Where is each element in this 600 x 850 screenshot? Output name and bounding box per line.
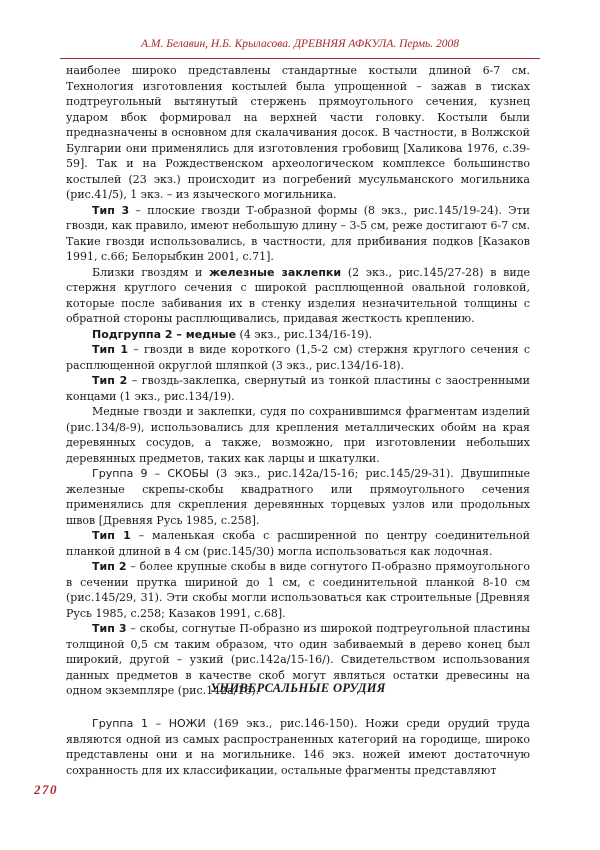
paragraph-5-lead: Тип 1 bbox=[92, 343, 129, 356]
paragraph-2-text: – плоские гвозди Т-образной формы (8 экз., рис.145/19-24). Эти гвозди, как правило, имеют небольшую длину – 3-5 см, реже достигают 6-7 см. Такие гвозди использовались, в частности, для прибивания подков [Казаков 1991, с.66; Белорыбкин 2001, с.71]. bbox=[66, 203, 531, 263]
paragraph-6-lead: Тип 2 bbox=[92, 374, 128, 387]
paragraph-10-lead: Тип 2 bbox=[92, 560, 127, 573]
section-heading: УНИВЕРСАЛЬНЫЕ ОРУДИЯ bbox=[210, 681, 386, 695]
paragraph-10-text: – более крупные скобы в виде согнутого П-образно прямоугольного в сечении прутка шириной до 1 см, с соединительной планкой 8-10 см (рис.145/29, 31). Эти скобы могли использоваться как строительные [Древняя Русь 1985, с.258; Казаков 1991, с.68]. bbox=[66, 560, 531, 620]
paragraph-12-lead: Группа 1 – НОЖИ bbox=[92, 717, 206, 730]
paragraph-2-lead: Тип 3 bbox=[92, 203, 130, 217]
paragraph-2 bbox=[66, 203, 530, 265]
paragraph-5 bbox=[66, 342, 530, 373]
paragraph-6 bbox=[66, 373, 530, 404]
paragraph-12-text: (169 экз., рис.146-150). Ножи среди орудий труда являются одной из самых распространенных категорий на городище, широко представлены они и на могильнике. 146 экз. ножей имеют достаточную сохранность для их классификации, остальные фрагменты представляют bbox=[66, 717, 530, 777]
paragraph-7: Медные гвозди и заклепки, судя по сохранившимся фрагментам изделий (рис.134/8-9), использовались для крепления металлических обойм на края деревянных сосудов, а также, возможно, при изготовлении небольших деревянных предметов, таких как ларцы и шкатулки. bbox=[66, 405, 530, 465]
paragraph-4-text: (4 экз., рис.134/16-19). bbox=[236, 327, 373, 341]
running-header: А.М. Белавин, Н.Б. Крыласова. ДРЕВНЯЯ АФКУЛА. Пермь. 2008 bbox=[140, 38, 460, 50]
paragraph-9 bbox=[66, 528, 530, 559]
paragraph-12 bbox=[66, 716, 530, 778]
paragraph-3-before: Близки гвоздям и bbox=[92, 265, 210, 279]
section-text bbox=[66, 716, 530, 778]
page-number: 270 bbox=[34, 782, 58, 797]
paragraph-6-text: – гвоздь-заклепка, свернутый из тонкой пластины с заостренными концами (1 экз., рис.134/19). bbox=[66, 374, 530, 403]
paragraph-8-text: (3 экз., рис.142а/15-16; рис.145/29-31). Двушипные железные скрепы-скобы квадратного или прямоугольного сечения применялись для скрепления деревянных торцевых узлов или продольных швов [Древняя Русь 1985, с.258]. bbox=[66, 467, 530, 527]
paragraph-5-text: – гвозди в виде короткого (1,5-2 см) стержня круглого сечения с расплющенной округлой шляпкой (3 экз., рис.134/16-18). bbox=[66, 343, 531, 372]
paragraph-8-lead: Группа 9 – СКОБЫ bbox=[92, 467, 209, 480]
paragraph-11-text: – скобы, согнутые П-образно из широкой подтреугольной пластины толщиной 0,5 см таким образом, что один забиваемый в дерево конец был широкий, другой – узкий (рис.142а/15-16/). Свидетельством использования данных предметов в качестве скоб могут являться остатки древесины на одном экземпляре (рис.142а/16). bbox=[66, 622, 530, 697]
paragraph-9-lead: Тип 1 bbox=[92, 529, 131, 542]
paragraph-3-term: железные заклепки bbox=[209, 265, 342, 279]
paragraph-1: наиболее широко представлены стандартные костыли длиной 6-7 см. Технология изготовления костылей была упрощенной – зажав в тисках подтреугольный вытянутый стержень прямоугольного сечения, кузнец ударом вбок формировал на верхней части головку. Костыли были предназначены в основном для скалачивания досок. В частности, в Волжской Булгарии они применялись для изготовления гробовищ [Халикова 1976, с.39-59]. Так и на Рождественском археологическом комплексе большинство костылей (23 экз.) происходит из погребений мусульманского могильника (рис.41/5), 1 экз. – из языческого могильника. bbox=[66, 64, 530, 201]
paragraph-4-lead: Подгруппа 2 – медные bbox=[92, 327, 237, 341]
paragraph-9-text: – маленькая скоба с расширенной по центру соединительной планкой длиной в 4 см (рис.145/30) могла использоваться как лодочная. bbox=[66, 529, 530, 558]
header-divider bbox=[60, 58, 540, 59]
main-text bbox=[66, 63, 530, 699]
paragraph-3 bbox=[66, 265, 530, 327]
paragraph-11-lead: Тип 3 bbox=[92, 622, 127, 635]
paragraph-10 bbox=[66, 559, 530, 621]
paragraph-4 bbox=[66, 327, 530, 343]
paragraph-8 bbox=[66, 466, 530, 528]
paragraph-3-after: (2 экз., рис.145/27-28) в виде стержня круглого сечения с широкой расплющенной овальной головкой, которые после забивания их в стенку изделия незначительной толщины с обратной стороны расплющивались, придавая жесткость креплению. bbox=[66, 265, 530, 325]
